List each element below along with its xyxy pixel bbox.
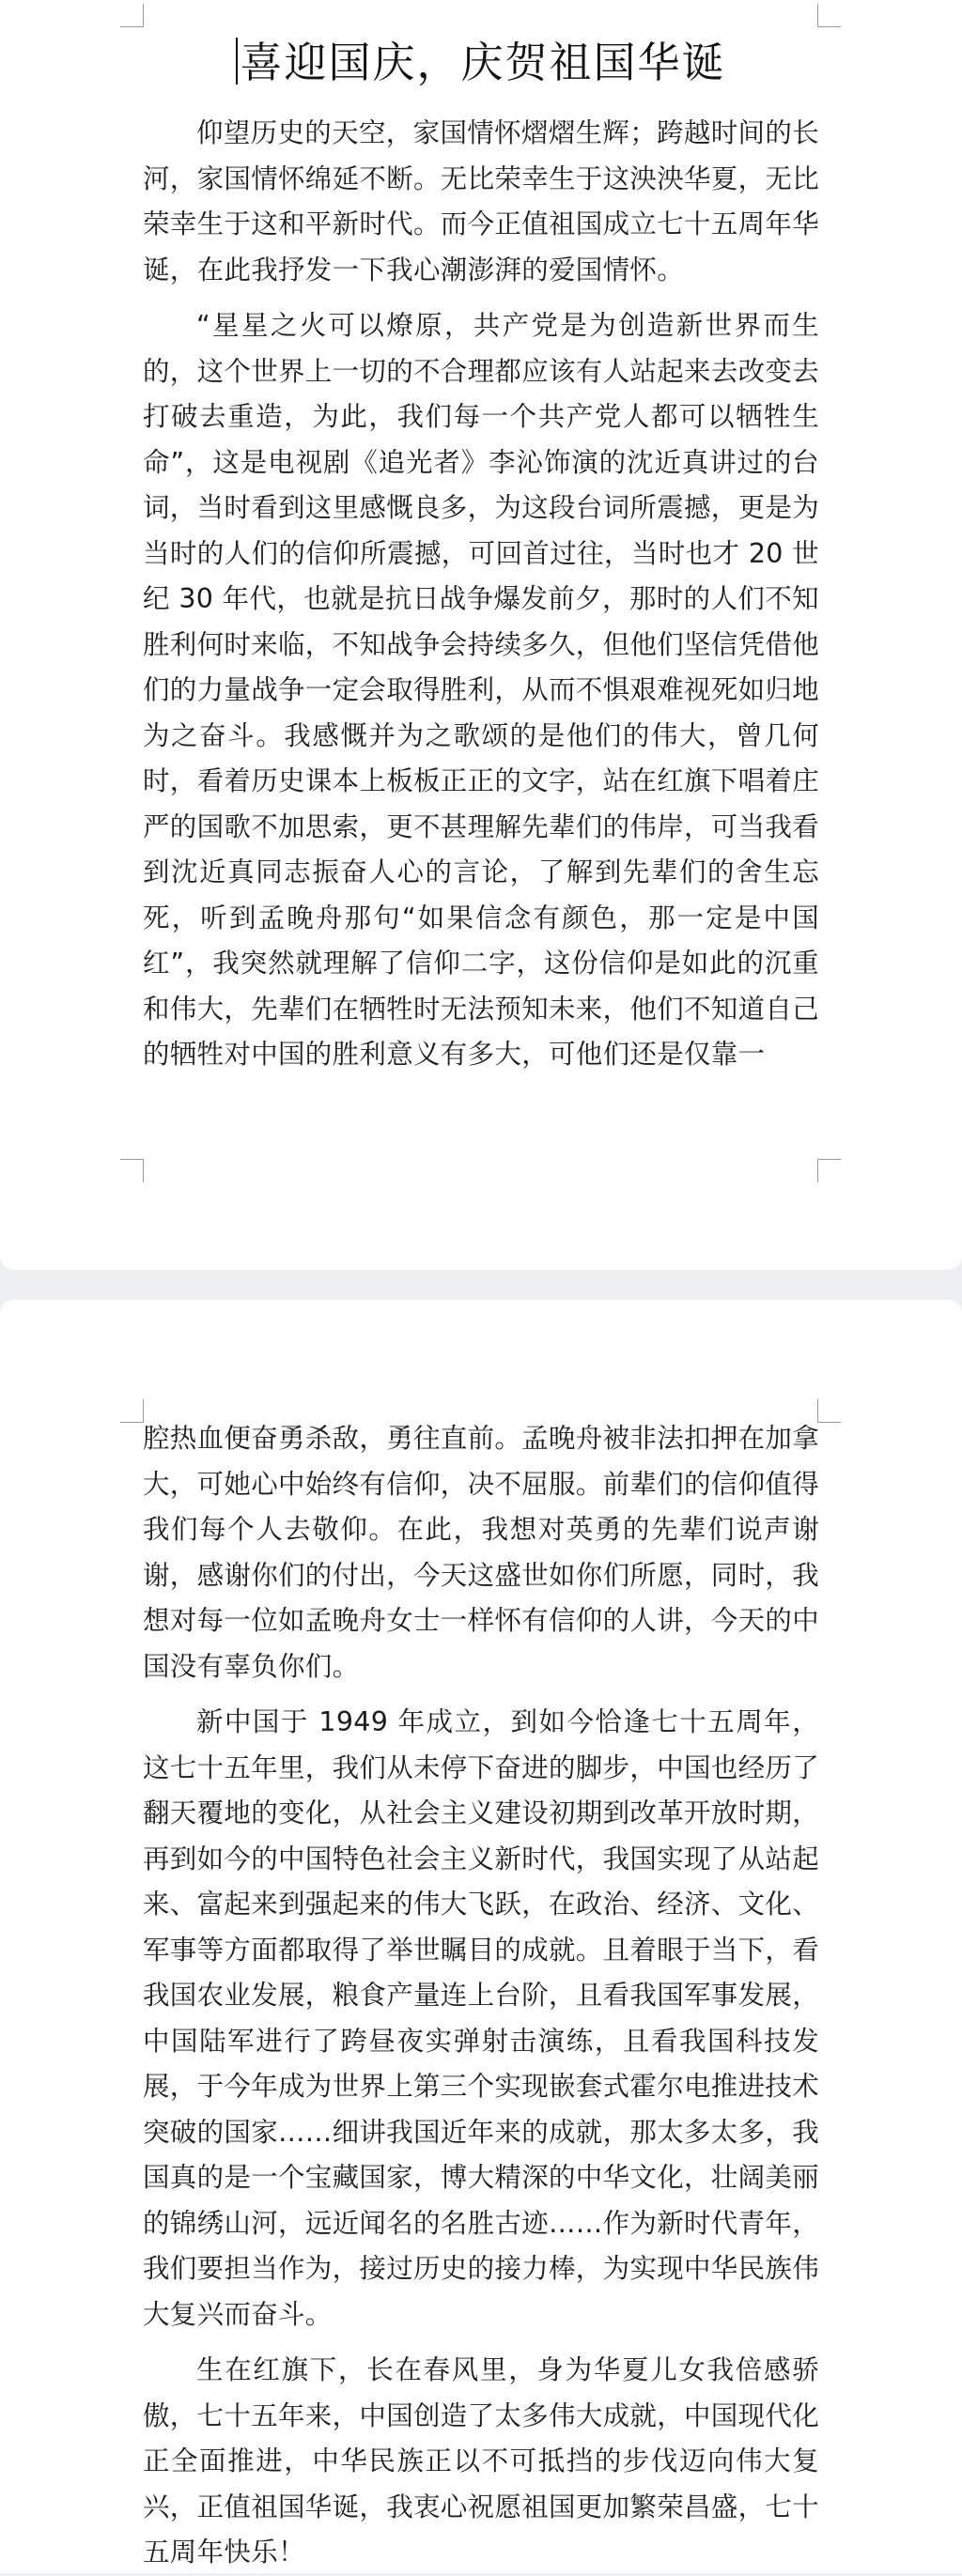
page-margin-marker-bottom-left bbox=[120, 1159, 144, 1182]
document-page-2 bbox=[0, 1300, 962, 2573]
page-margin-marker-top-right bbox=[817, 4, 841, 27]
page-1-text-area[interactable] bbox=[143, 34, 819, 1078]
page-margin-marker-top-left bbox=[120, 4, 144, 27]
text-cursor bbox=[236, 38, 238, 85]
paragraph-3: 新中国于 1949 年成立，到如今恰逢七十五周年，这七十五年里，我们从未停下奋进的脚步，中国也经历了翻天覆地的变化，从社会主义建设初期到改革开放时期，再到如今的中国特色社会主义新时代，我国实现了从站起来、富起来到强起来的伟大飞跃，在政治、经济、文化、军事等方面都取得了举世瞩目的成就。且着眼于当下，看我国农业发展，粮食产量连上台阶，且看我国军事发展，中国陆军进行了跨昼夜实弹射击演练，且看我国科技发展，于今年成为世界上第三个实现嵌套式霍尔电推进技术突破的国家……细讲我国近年来的成就，那太多太多，我国真的是一个宝藏国家，博大精深的中华文化，壮阔美丽的锦绣山河，远近闻名的名胜古迹……作为新时代青年，我们要担当作为，接过历史的接力棒，为实现中华民族伟大复兴而奋斗。 bbox=[143, 1706, 820, 2330]
page-2-text-area[interactable] bbox=[143, 1416, 819, 2576]
document-title bbox=[143, 34, 819, 92]
paragraph-4: 生在红旗下，长在春风里，身为华夏儿女我倍感骄傲，七十五年来，中国创造了太多伟大成就，中国现代化正全面推进，中华民族正以不可抵挡的步伐迈向伟大复兴，正值祖国华诞，我衷心祝愿祖国更加繁荣昌盛，七十五周年快乐！ bbox=[143, 2354, 820, 2568]
paragraph-2-continuation: 腔热血便奋勇杀敌，勇往直前。孟晚舟被非法扣押在加拿大，可她心中始终有信仰，决不屈服。前辈们的信仰值得我们每个人去敬仰。在此，我想对英勇的先辈们说声谢谢，感谢你们的付出，今天这盛世如你们所愿，同时，我想对每一位如孟晚舟女士一样怀有信仰的人讲，今天的中国没有辜负你们。 bbox=[143, 1423, 820, 1682]
document-title-text: 喜迎国庆，庆贺祖国华诞 bbox=[240, 38, 726, 87]
page-margin-marker-top-right bbox=[817, 1399, 841, 1423]
paragraph-2: “星星之火可以燎原，共产党是为创造新世界而生的，这个世界上一切的不合理都应该有人站起来去改变去打破去重造，为此，我们每一个共产党人都可以牺牲生命”，这是电视剧《追光者》李沁饰演的沈近真讲过的台词，当时看到这里感慨良多，为这段台词所震撼，更是为当时的人们的信仰所震撼，可回首过往，当时也才 20 世纪 30 年代，也就是抗日战争爆发前夕，那时的人们不知胜利何时来临，不知战争会持续多久，但他们坚信凭借他们的力量战争一定会取得胜利，从而不惧艰难视死如归地为之奋斗。我感慨并为之歌颂的是他们的伟大，曾几何时，看着历史课本上板板正正的文字，站在红旗下唱着庄严的国歌不加思索，更不甚理解先辈们的伟岸，可当我看到沈近真同志振奋人心的言论，了解到先辈们的舍生忘死，听到孟晚舟那句“如果信念有颜色，那一定是中国红”，我突然就理解了信仰二字，这份信仰是如此的沉重和伟大，先辈们在牺牲时无法预知未来，他们不知道自己的牺牲对中国的胜利意义有多大，可他们还是仅靠一 bbox=[143, 310, 820, 1070]
page-margin-marker-bottom-right bbox=[817, 1159, 841, 1182]
document-page-1 bbox=[0, 0, 962, 1270]
paragraph-1: 仰望历史的天空，家国情怀熠熠生辉；跨越时间的长河，家国情怀绵延不断。无比荣幸生于这泱泱华夏，无比荣幸生于这和平新时代。而今正值祖国成立七十五周年华诞，在此我抒发一下我心潮澎湃的爱国情怀。 bbox=[143, 117, 820, 285]
page-margin-marker-top-left bbox=[120, 1399, 144, 1423]
